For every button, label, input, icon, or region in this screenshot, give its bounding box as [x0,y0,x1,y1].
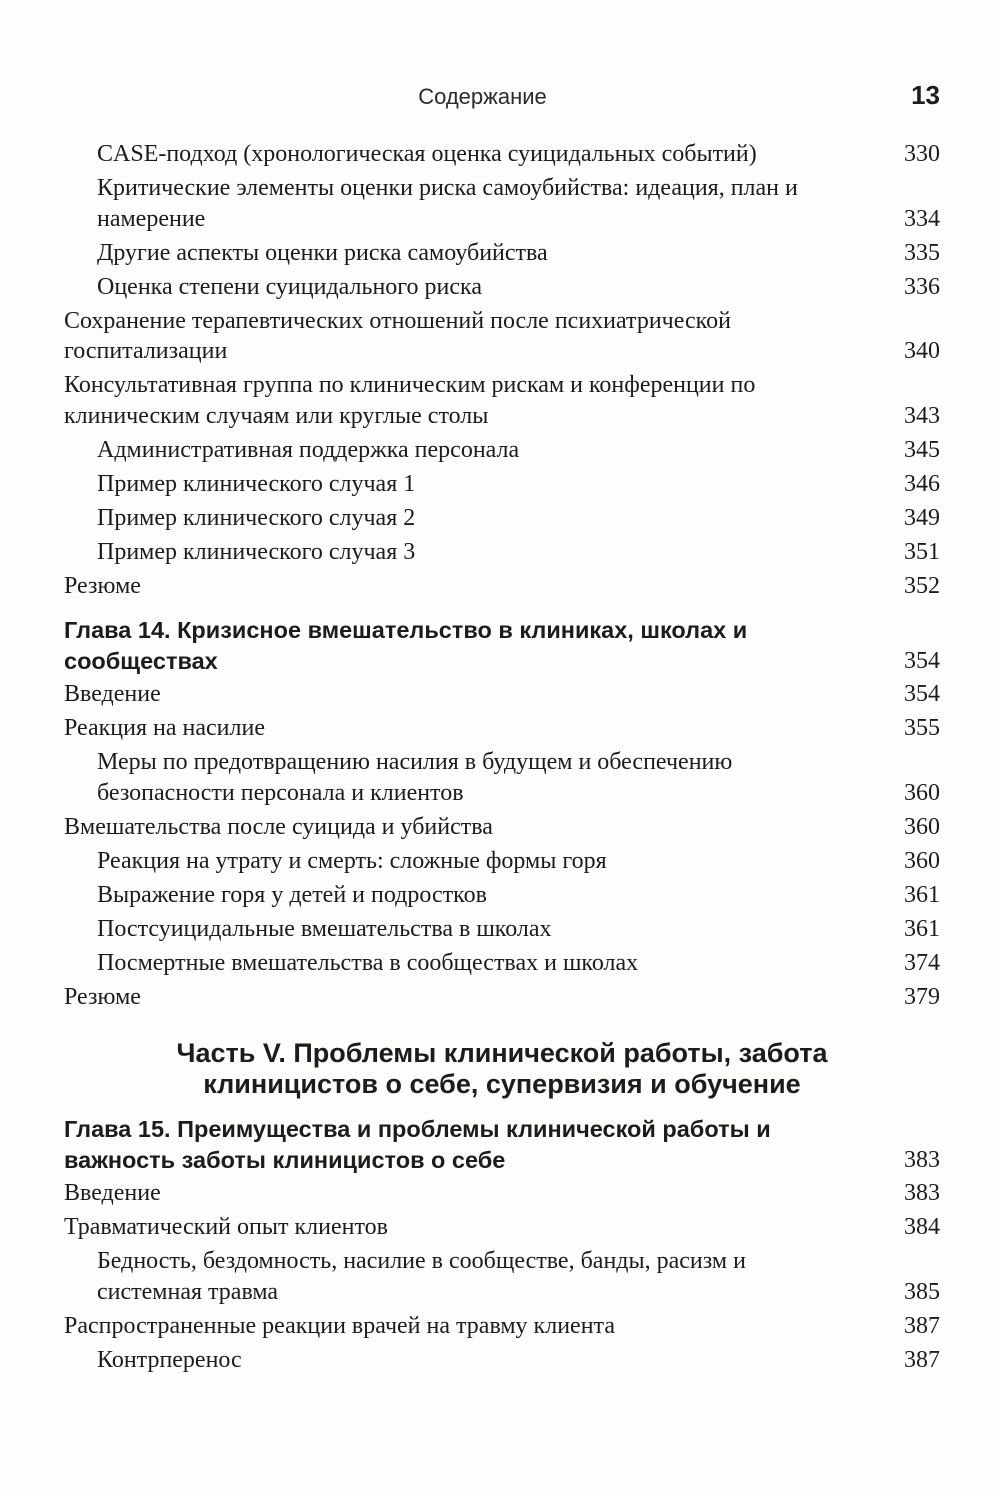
toc-entry [64,238,940,269]
toc-entry-page: 360 [904,779,940,806]
chapter-heading [64,1114,940,1175]
chapter-title: Глава 14. Кризисное вмешательство в клиниках, школах и сообществах [64,617,748,674]
toc-entry [64,571,940,602]
toc-entry-title: Реакция на утрату и смерть: сложные формы горя [97,847,607,874]
toc-entry-title: Оценка степени суицидального риска [97,273,482,300]
toc-entry [64,1345,940,1376]
toc-entry-page: 336 [904,273,940,300]
toc-entry-title: Бедность, бездомность, насилие в сообществе, банды, расизм и системная травма [97,1248,746,1305]
chapter-title: Глава 15. Преимущества и проблемы клинической работы и важность заботы клиницистов о себе [64,1116,771,1173]
toc-entry-page: 354 [904,681,940,707]
toc-entry [64,139,940,170]
toc-entry [64,1178,940,1209]
toc-entry [64,747,940,808]
toc-entry-page: 360 [904,813,940,840]
toc-entry-page: 385 [904,1278,940,1305]
toc-entry-page: 355 [904,715,940,741]
toc-entry [64,1311,940,1342]
toc-entry-title: Выражение горя у детей и подростков [97,881,487,908]
toc-entry-page: 383 [904,1180,940,1206]
toc-entry-title: Административная поддержка персонала [97,436,520,463]
toc-entry [64,469,940,500]
toc-entry-title: Пример клинического случая 3 [97,538,416,565]
toc-entry-page: 387 [904,1312,940,1339]
toc-entry-page: 346 [904,470,940,497]
toc-entry [64,948,940,979]
toc-entry-page: 387 [904,1346,940,1373]
toc-entry [64,173,940,234]
toc-entry-title: Консультативная группа по клиническим рискам и конференции по клиническим случаям или круглые столы [64,372,756,429]
toc-entry-title: Меры по предотвращению насилия в будущем и обеспечению безопасности персонала и клиентов [97,749,733,806]
toc-entry [64,306,940,367]
toc-entry [64,982,940,1013]
toc-entry-page: 340 [904,338,940,364]
toc-entry-title: Посмертные вмешательства в сообществах и школах [97,949,639,976]
toc-entry [64,272,940,303]
toc-entry-title: Введение [64,1180,161,1206]
toc-entry-page: 334 [904,205,940,232]
toc-entry-title: Контрперенос [97,1346,242,1373]
page-number: 13 [911,80,940,110]
toc-entry [64,713,940,744]
toc-entry-title: Резюме [64,983,141,1010]
toc-entry [64,537,940,568]
toc-entry-title: Сохранение терапевтических отношений после психиатрической госпитализации [64,307,731,364]
toc-entry-title: Вмешательства после суицида и убийства [64,813,493,840]
toc-entry [64,503,940,534]
toc-entry-title: Критические элементы оценки риска самоубийства: идеация, план и намерение [97,175,798,232]
toc-entry [64,1246,940,1307]
toc-entry-title: Реакция на насилие [64,715,265,741]
toc-entry-title: Постсуицидальные вмешательства в школах [97,915,552,942]
toc-entry-page: 360 [904,847,940,874]
toc-entry [64,812,940,843]
chapter-page: 354 [904,647,940,674]
toc-entry-page: 330 [904,141,940,167]
toc-entry-page: 384 [904,1214,940,1240]
toc-entry [64,914,940,945]
toc-entry [64,846,940,877]
toc-entry [64,370,940,431]
toc-entry-title: Пример клинического случая 2 [97,504,416,531]
toc-entry-title: Распространенные реакции врачей на травму клиента [64,1312,615,1339]
chapter-page: 383 [904,1146,940,1173]
toc-entry-title: Введение [64,681,161,707]
toc-entry-page: 361 [904,881,940,908]
toc-entry-title: Пример клинического случая 1 [97,470,416,497]
toc-entry-title: Другие аспекты оценки риска самоубийства [97,239,548,266]
toc-entry-page: 374 [904,949,940,976]
part-heading: Часть V. Проблемы клинической работы, забота клиницистов о себе, супервизия и обучение [176,1038,828,1099]
toc-entry-page: 351 [904,538,940,565]
toc-entry [64,880,940,911]
toc-entry-page: 335 [904,239,940,266]
toc-entry-page: 349 [904,504,940,531]
toc-entry-page: 345 [904,436,940,463]
toc-entry-title: Травматический опыт клиентов [64,1214,388,1240]
toc-entry-title: Резюме [64,572,141,599]
toc-entry-page: 361 [904,915,940,942]
chapter-heading [64,615,940,676]
toc-entry-title: CASE-подход (хронологическая оценка суицидальных событий) [97,141,757,167]
toc-entry-page: 343 [904,402,940,429]
toc-entry-page: 352 [904,572,940,599]
table-of-contents [64,139,940,1379]
toc-entry [64,435,940,466]
toc-entry-page: 379 [904,983,940,1010]
running-title: Содержание [418,84,547,109]
toc-entry [64,1212,940,1243]
toc-entry [64,679,940,710]
running-header [0,80,1000,120]
